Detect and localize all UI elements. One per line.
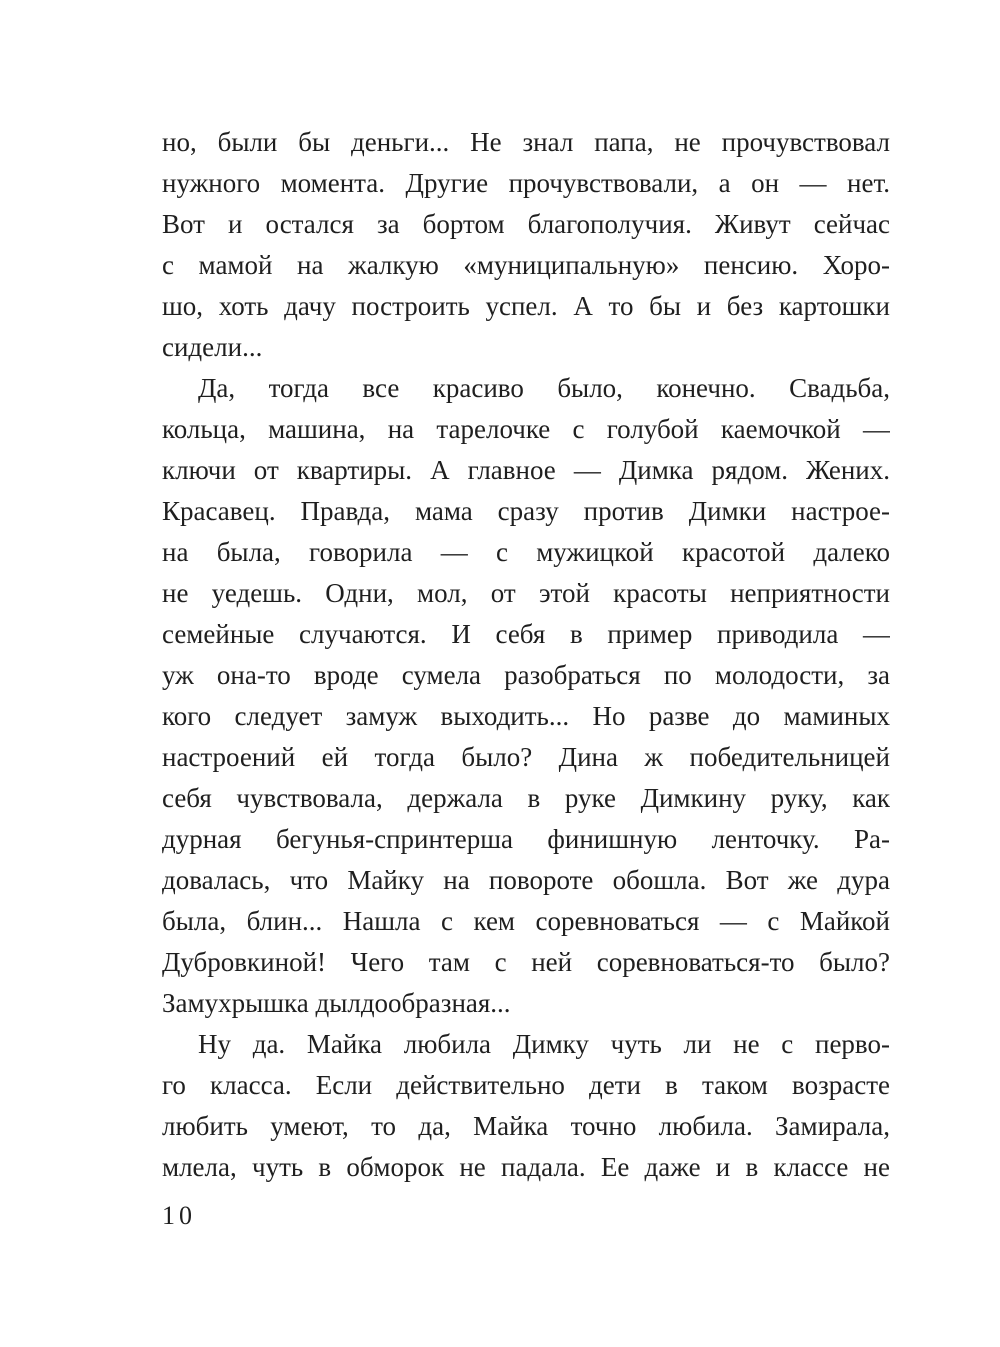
- text-line: не уедешь. Одни, мол, от этой красоты неприятности: [162, 578, 890, 608]
- text-block: [162, 122, 890, 1188]
- text-line: Да, тогда все красиво было, конечно. Свадьба,: [198, 373, 890, 403]
- text-line: нужного момента. Другие прочувствовали, а он — нет.: [162, 168, 890, 198]
- text-line: уж она-то вроде сумела разобраться по молодости, за: [162, 660, 890, 690]
- text-line: Красавец. Правда, мама сразу против Димки настрое-: [162, 496, 890, 526]
- text-line: с мамой на жалкую «муниципальную» пенсию. Хоро-: [162, 250, 890, 280]
- text-line: Вот и остался за бортом благополучия. Живут сейчас: [162, 209, 890, 239]
- text-line: любить умеют, то да, Майка точно любила. Замирала,: [162, 1111, 890, 1141]
- text-line: кого следует замуж выходить... Но разве до маминых: [162, 701, 890, 731]
- text-line: ключи от квартиры. А главное — Димка рядом. Жених.: [162, 455, 890, 485]
- text-line: Дубровкиной! Чего там с ней соревноваться-то было?: [162, 947, 890, 977]
- paragraph: [162, 368, 890, 1024]
- text-line: сидели...: [162, 332, 263, 362]
- page-number: 10: [162, 1201, 196, 1230]
- text-line: была, блин... Нашла с кем соревноваться — с Майкой: [162, 906, 890, 936]
- text-line: семейные случаются. И себя в пример приводила —: [162, 619, 890, 649]
- text-line: но, были бы деньги... Не знал папа, не прочувствовал: [162, 127, 890, 157]
- paragraph: [162, 122, 890, 368]
- text-line: себя чувствовала, держала в руке Димкину руку, как: [162, 783, 890, 813]
- text-line: довалась, что Майку на повороте обошла. Вот же дура: [162, 865, 890, 895]
- text-line: кольца, машина, на тарелочке с голубой каемочкой —: [162, 414, 890, 444]
- text-line: Ну да. Майка любила Димку чуть ли не с перво-: [198, 1029, 890, 1059]
- paragraph: [162, 1024, 890, 1188]
- text-line: на была, говорила — с мужицкой красотой далеко: [162, 537, 890, 567]
- text-line: настроений ей тогда было? Дина ж победительницей: [162, 742, 890, 772]
- text-line: го класса. Если действительно дети в таком возрасте: [162, 1070, 890, 1100]
- text-line: дурная бегунья-спринтерша финишную ленточку. Ра-: [162, 824, 890, 854]
- text-line: млела, чуть в обморок не падала. Ее даже и в классе не: [162, 1152, 890, 1182]
- text-line: Замухрышка дылдообразная...: [162, 988, 511, 1018]
- text-line: шо, хоть дачу построить успел. А то бы и без картошки: [162, 291, 890, 321]
